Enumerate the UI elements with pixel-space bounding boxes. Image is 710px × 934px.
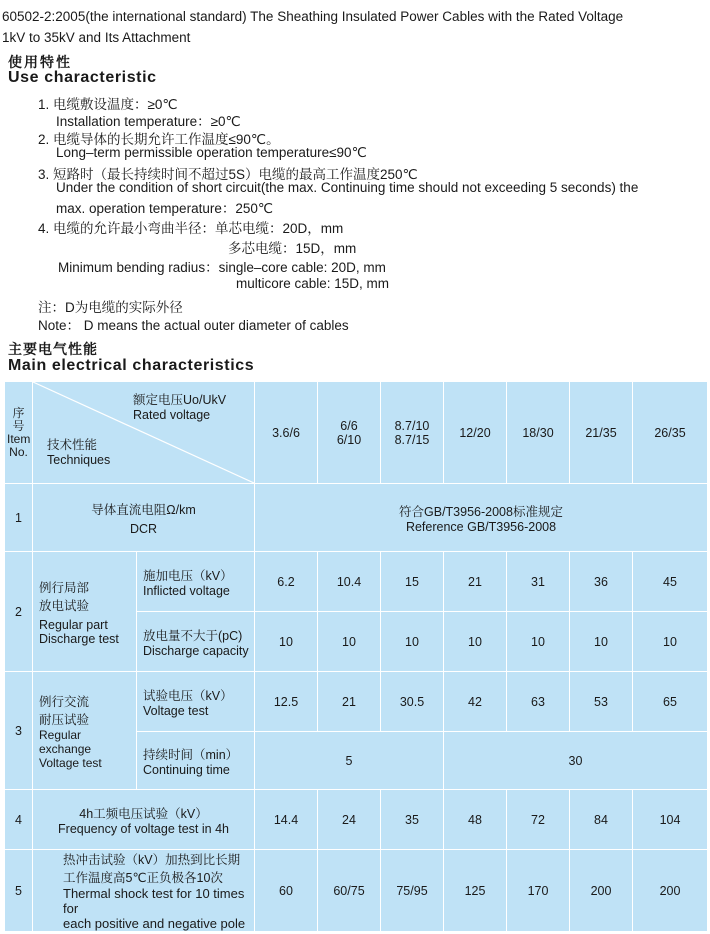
discharge-capacity-cn: 放电量不大于(pC) <box>143 628 243 643</box>
table-cell: 36 <box>570 552 633 612</box>
table-cell: 10 <box>255 612 318 672</box>
thermal-shock-cn: 热冲击试验（kV）加热到比长期 工作温度高5℃正负极各10次 <box>63 853 241 885</box>
item-no-cn: 序 号 <box>12 405 25 433</box>
use-title-cn: 使用特性 <box>8 54 72 70</box>
table-cell: 30.5 <box>381 672 444 732</box>
inflicted-voltage-label <box>137 552 255 612</box>
row-number: 4 <box>5 790 33 850</box>
table-row <box>5 672 708 732</box>
table-cell: 24 <box>318 790 381 850</box>
inflicted-voltage-cn: 施加电压（kV） <box>143 568 233 583</box>
power-frequency-en: Frequency of voltage test in 4h <box>58 821 229 836</box>
row-number: 1 <box>5 484 33 552</box>
use-title-en: Use characteristic <box>8 69 157 86</box>
header-line-2: 1kV to 35kV and Its Attachment <box>2 30 191 45</box>
table-cell: 60 <box>255 850 318 932</box>
table-row <box>5 790 708 850</box>
table-cell: 15 <box>381 552 444 612</box>
discharge-capacity-en: Discharge capacity <box>143 643 249 658</box>
table-cell: 21 <box>444 552 507 612</box>
use-item-2-en: Long–term permissible operation temperature≤90℃ <box>56 145 367 160</box>
table-cell: 84 <box>570 790 633 850</box>
table-cell: 60/75 <box>318 850 381 932</box>
dcr-en: DCR <box>129 521 158 536</box>
test-voltage-en: Voltage test <box>143 703 209 718</box>
power-frequency-cn: 4h工频电压试验（kV） <box>79 806 208 821</box>
note-cn: 注：D为电缆的实际外径 <box>38 300 183 315</box>
table-cell: 48 <box>444 790 507 850</box>
voltage-header: 21/35 <box>570 382 633 484</box>
use-item-3-en2: max. operation temperature：250℃ <box>56 201 274 216</box>
dcr-reference-en: Reference GB/T3956-2008 <box>405 519 557 534</box>
item-no-en: Item No. <box>7 431 31 459</box>
voltage-header: 3.6/6 <box>255 382 318 484</box>
table-cell: 10 <box>633 612 708 672</box>
withstand-test-cn: 例行交流 耐压试验 <box>39 694 90 727</box>
continuing-time-a: 5 <box>255 732 444 790</box>
table-cell: 31 <box>507 552 570 612</box>
rated-voltage-en: Rated voltage <box>133 408 211 422</box>
use-item-3-en: Under the condition of short circuit(the max. Continuing time should not exceeding 5 seconds) the <box>56 180 639 195</box>
use-item-4-en2: multicore cable: 15D, mm <box>236 276 390 291</box>
use-item-3-cn: 3. 短路时（最长持续时间不超过5S）电缆的最高工作温度250℃ <box>38 167 418 182</box>
withstand-test-label <box>33 672 137 790</box>
rated-voltage-cn: 额定电压Uo/UkV <box>133 393 227 407</box>
continuing-time-en: Continuing time <box>143 762 230 777</box>
test-voltage-label <box>137 672 255 732</box>
table-cell: 75/95 <box>381 850 444 932</box>
voltage-header: 12/20 <box>444 382 507 484</box>
table-cell: 65 <box>633 672 708 732</box>
table-cell: 104 <box>633 790 708 850</box>
thermal-shock-en: Thermal shock test for 10 times for each positive and negative pole <box>63 886 246 931</box>
row-number: 5 <box>5 850 33 932</box>
document-header <box>2 6 708 48</box>
continuing-time-b: 30 <box>444 732 708 790</box>
dcr-label <box>33 484 255 552</box>
table-cell: 200 <box>570 850 633 932</box>
row-number: 2 <box>5 552 33 672</box>
dcr-reference <box>255 484 708 552</box>
use-item-4-cn: 4. 电缆的允许最小弯曲半径：单芯电缆：20D，mm <box>38 221 344 236</box>
inflicted-voltage-en: Inflicted voltage <box>143 583 230 598</box>
use-item-2-cn: 2. 电缆导体的长期允许工作温度≤90℃。 <box>38 132 280 147</box>
use-item-4-cn2: 多芯电缆：15D，mm <box>228 241 357 256</box>
dcr-cn: 导体直流电阻Ω/km <box>91 502 196 517</box>
table-cell: 12.5 <box>255 672 318 732</box>
main-title-cn: 主要电气性能 <box>8 341 98 357</box>
table-cell: 10 <box>507 612 570 672</box>
table-cell: 10 <box>444 612 507 672</box>
table-cell: 170 <box>507 850 570 932</box>
table-cell: 6.2 <box>255 552 318 612</box>
table-cell: 45 <box>633 552 708 612</box>
diagonal-header-cell <box>33 382 255 484</box>
voltage-header: 18/30 <box>507 382 570 484</box>
thermal-shock-label <box>33 850 255 932</box>
header-line-1: 60502-2:2005(the international standard) The Sheathing Insulated Power Cables with the Rated Voltage <box>2 9 624 24</box>
use-item-1-en: Installation temperature：≥0℃ <box>56 114 241 129</box>
table-cell: 10.4 <box>318 552 381 612</box>
test-voltage-cn: 试验电压（kV） <box>143 688 233 703</box>
table-cell: 125 <box>444 850 507 932</box>
techniques-en: Techniques <box>47 453 111 467</box>
techniques-label <box>47 435 110 467</box>
table-cell: 10 <box>381 612 444 672</box>
table-cell: 35 <box>381 790 444 850</box>
table-row <box>5 484 708 552</box>
dcr-reference-cn: 符合GB/T3956-2008标准规定 <box>399 504 563 519</box>
use-item-1-cn: 1. 电缆敷设温度：≥0℃ <box>38 97 178 112</box>
table-row <box>5 552 708 612</box>
table-cell: 63 <box>507 672 570 732</box>
table-header-row <box>5 382 708 484</box>
table-row <box>5 850 708 932</box>
voltage-header: 6/6 6/10 <box>318 382 381 484</box>
voltage-header: 26/35 <box>633 382 708 484</box>
item-no-header <box>5 382 33 484</box>
table-cell: 14.4 <box>255 790 318 850</box>
partial-discharge-cn: 例行局部 放电试验 <box>39 580 90 613</box>
power-frequency-label <box>33 790 255 850</box>
table-cell: 10 <box>318 612 381 672</box>
main-title-en: Main electrical characteristics <box>8 357 255 374</box>
discharge-capacity-label <box>137 612 255 672</box>
table-cell: 200 <box>633 850 708 932</box>
use-item-4-en: Minimum bending radius：single–core cable: 20D, mm <box>58 260 386 275</box>
table-cell: 53 <box>570 672 633 732</box>
withstand-test-en: Regular exchange Voltage test <box>39 727 102 770</box>
table-cell: 72 <box>507 790 570 850</box>
voltage-header: 8.7/10 8.7/15 <box>381 382 444 484</box>
table-cell: 42 <box>444 672 507 732</box>
note-en: Note： D means the actual outer diameter of cables <box>38 318 349 333</box>
partial-discharge-en: Regular part Discharge test <box>39 617 119 646</box>
table-cell: 10 <box>570 612 633 672</box>
continuing-time-label <box>137 732 255 790</box>
table-cell: 21 <box>318 672 381 732</box>
electrical-characteristics-table <box>4 381 708 932</box>
row-number: 3 <box>5 672 33 790</box>
partial-discharge-label <box>33 552 137 672</box>
techniques-cn: 技术性能 <box>47 438 98 452</box>
continuing-time-cn: 持续时间（min） <box>143 747 239 762</box>
rated-voltage-label <box>133 390 226 422</box>
